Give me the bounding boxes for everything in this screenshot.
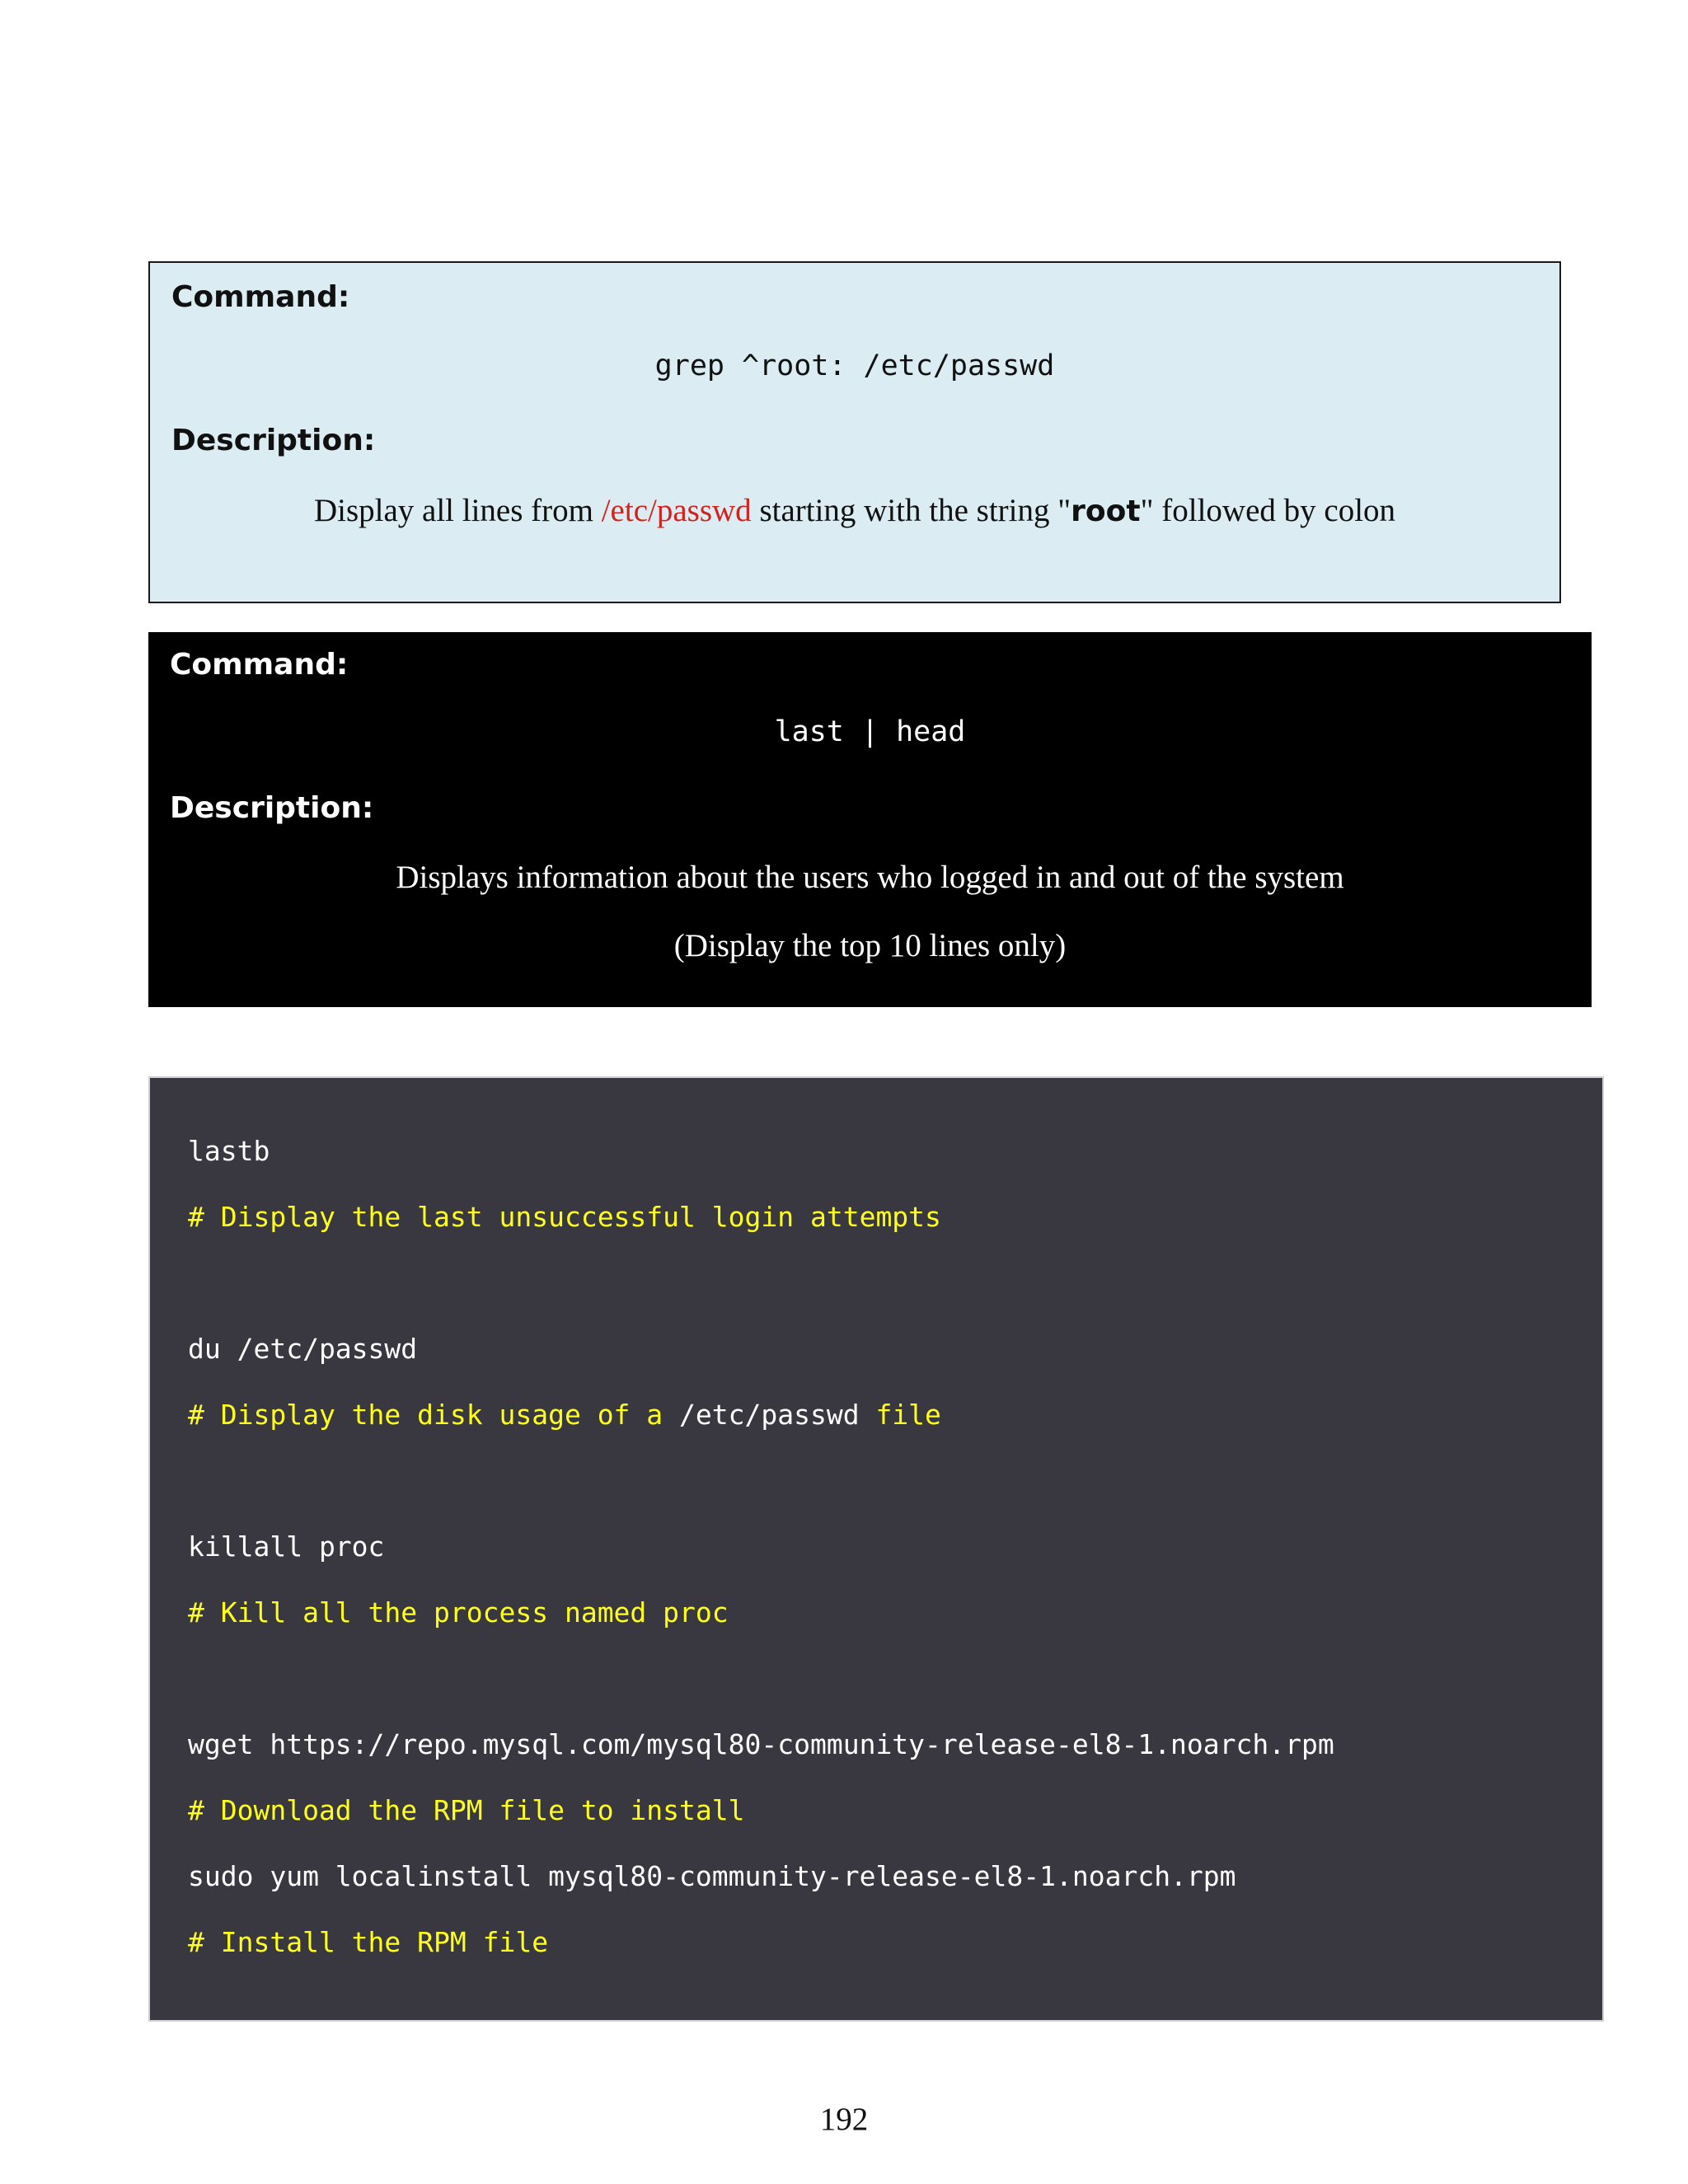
code-comment-line	[188, 1399, 941, 1431]
description-path-highlight: /etc/passwd	[601, 493, 752, 528]
comment-part: # Display the disk usage of a	[188, 1399, 680, 1431]
code-comment-line: # Kill all the process named proc	[188, 1596, 729, 1629]
code-comment-line: # Install the RPM file	[188, 1926, 549, 1958]
code-command-line: wget https://repo.mysql.com/mysql80-community-release-el8-1.noarch.rpm	[188, 1728, 1334, 1760]
description-part: " followed by colon	[1140, 493, 1396, 528]
code-command-line: sudo yum localinstall mysql80-community-release-el8-1.noarch.rpm	[188, 1860, 1236, 1892]
description-part: starting with the string "	[751, 493, 1071, 528]
code-command-line: du /etc/passwd	[188, 1333, 418, 1365]
description-line: (Display the top 10 lines only)	[673, 928, 1067, 963]
description-text	[150, 494, 1559, 527]
command-label: Command:	[171, 280, 350, 314]
code-comment-line: # Download the RPM file to install	[188, 1794, 745, 1826]
command-block-last-head	[148, 632, 1592, 1007]
comment-part: file	[859, 1399, 941, 1431]
description-part: Display all lines from	[313, 493, 602, 528]
code-comment-line: # Display the last unsuccessful login attempts	[188, 1201, 941, 1233]
code-command-line: lastb	[188, 1135, 270, 1167]
command-text: grep ^root: /etc/passwd	[654, 349, 1055, 382]
comment-inline-path: /etc/passwd	[679, 1399, 860, 1431]
code-block	[148, 1076, 1604, 2022]
command-block-grep	[148, 261, 1561, 603]
description-label: Description:	[170, 791, 374, 825]
description-line: Displays information about the users who logged in and out of the system	[396, 860, 1344, 895]
code-command-line: killall proc	[188, 1530, 385, 1563]
page-number: 192	[819, 2102, 869, 2137]
description-label: Description:	[171, 424, 376, 457]
description-bold-root: root	[1071, 494, 1141, 528]
command-text: last | head	[774, 715, 966, 748]
command-label: Command:	[170, 648, 349, 682]
